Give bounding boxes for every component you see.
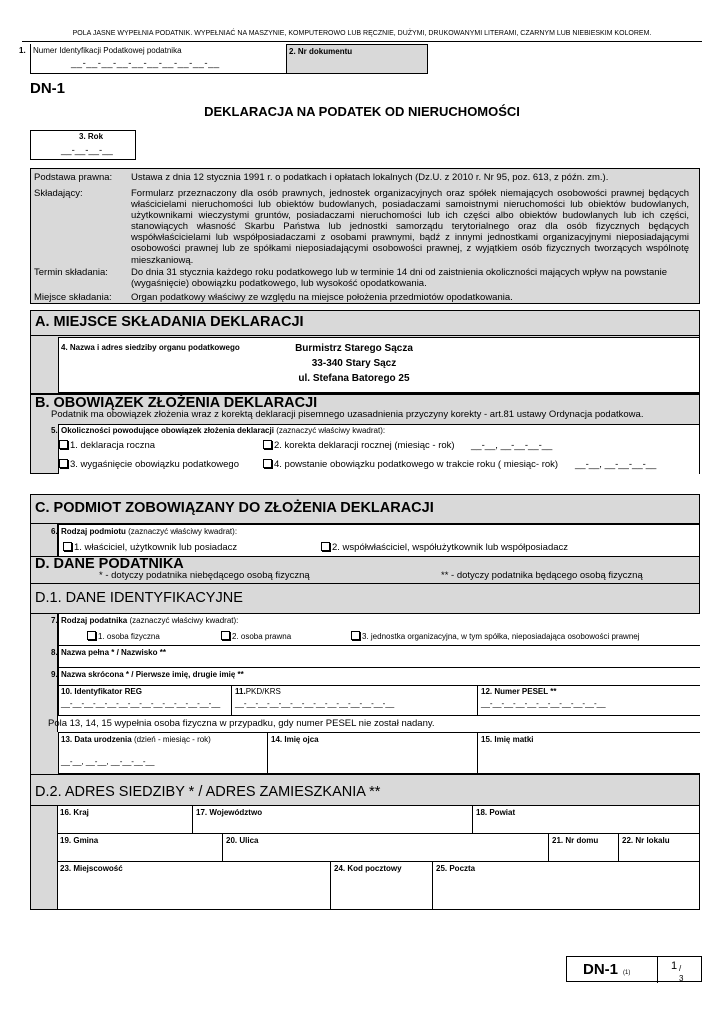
checkbox-icon[interactable] <box>87 631 96 640</box>
info-label-basis: Podstawa prawna: <box>34 172 113 183</box>
organ-name: Burmistrz Starego Sącza <box>295 343 413 354</box>
circumstances-label: Okoliczności powodujące obowiązek złożenia deklaracji (zaznaczyć właściwy kwadrat): <box>61 426 386 435</box>
pkd-mask[interactable]: __-__-__-__-__-__-__-__-__-__-__-__-__-__ <box>235 699 395 708</box>
opt-legal-person[interactable]: 2. osoba prawna <box>221 631 291 641</box>
birth-date-mask[interactable]: __-__, __-__, __-__-__-__ <box>61 757 155 766</box>
checkbox-icon[interactable] <box>321 542 330 551</box>
section-c-title: C. PODMIOT ZOBOWIĄZANY DO ZŁOŻENIA DEKLARACJI <box>35 500 434 516</box>
apartment-number-label[interactable]: 22. Nr lokalu <box>622 836 670 845</box>
section-a-title: A. MIEJSCE SKŁADANIA DEKLARACJI <box>35 314 304 330</box>
short-name-field[interactable] <box>51 668 700 686</box>
divider <box>618 834 619 862</box>
postal-code-label[interactable]: 24. Kod pocztowy <box>334 864 402 873</box>
reg-mask[interactable]: __-__-__-__-__-__-__-__-__-__-__-__-__-__ <box>61 699 221 708</box>
organ-city: 33-340 Stary Sącz <box>311 358 397 369</box>
footer-form-code: DN-1 <box>583 961 619 978</box>
organ-street: ul. Stefana Batorego 25 <box>298 373 410 384</box>
city-label[interactable]: 23. Miejscowość <box>60 864 123 873</box>
section-d2-header <box>30 774 700 806</box>
subject-type-num: 6. <box>51 527 58 536</box>
circumstances-num: 5. <box>51 426 58 435</box>
form-code: DN-1 <box>30 80 66 97</box>
organ-label: 4. Nazwa i adres siedziby organu podatkowego <box>61 343 240 352</box>
info-block <box>30 168 700 304</box>
footer-box <box>566 956 702 982</box>
divider <box>477 733 478 775</box>
pesel-mask[interactable]: __-__-__-__-__-__-__-__-__-__-__ <box>481 699 606 708</box>
checkbox-icon[interactable] <box>221 631 230 640</box>
opt-org-unit[interactable]: 3. jednostka organizacyjna, w tym spółka, nieposiadająca osobowości prawnej <box>351 631 640 641</box>
divider <box>231 686 232 716</box>
checkbox-icon[interactable] <box>263 459 272 468</box>
identifiers-row <box>58 686 700 716</box>
info-text-deadline: Do dnia 31 stycznia każdego roku podatkowego lub w terminie 14 dni od zaistnienia okoliczności mających wpływ na powstanie (wygaśnięcie) obowiązku podatkowego, lub wysokość opodatkowania. <box>131 267 667 290</box>
mother-name-label: 15. Imię matki <box>481 735 534 744</box>
short-name-label: Nazwa skrócona * / Pierwsze imię, drugie imię ** <box>61 670 244 679</box>
reg-label: 10. Identyfikator REG <box>61 687 142 696</box>
birth-date-label: 13. Data urodzenia (dzień - miesiąc - rok) <box>61 735 211 744</box>
section-d-header <box>30 556 700 584</box>
info-label-deadline: Termin składania: <box>34 267 108 278</box>
nip-field[interactable] <box>19 44 294 74</box>
organ-address <box>289 341 419 386</box>
section-d2-title: D.2. ADRES SIEDZIBY * / ADRES ZAMIESZKANIA ** <box>35 784 381 800</box>
top-rule <box>22 41 702 42</box>
subject-type-field <box>51 524 700 556</box>
taxpayer-type-field <box>51 614 700 646</box>
divider <box>330 862 331 910</box>
opt-natural-person[interactable]: 1. osoba fizyczna <box>87 631 160 641</box>
opt-correction[interactable]: 2. korekta deklaracji rocznej (miesiąc - rok) <box>263 440 455 451</box>
info-label-submitter: Składający: <box>34 188 83 199</box>
pkd-label: 11.PKD/KRS <box>235 687 281 696</box>
section-d2-margin <box>30 806 58 910</box>
address-grid <box>58 806 700 910</box>
nip-mask: __-__-__-__-__-__-__-__-__-__ <box>71 58 220 69</box>
section-a-header <box>30 310 700 336</box>
doc-number-label: 2. Nr dokumentu <box>289 47 353 56</box>
footer-version: (1) <box>623 970 631 976</box>
divider <box>657 957 658 983</box>
opt-co-owner[interactable]: 2. współwłaściciel, współużytkownik lub współposiadacz <box>321 542 568 553</box>
info-text-basis: Ustawa z dnia 12 stycznia 1991 r. o podatkach i opłatach lokalnych (Dz.U. z 2010 r. Nr 95, poz. 613, z późn. zm.). <box>131 172 609 183</box>
nip-num: 1. <box>19 46 26 55</box>
full-name-num: 8. <box>51 648 58 657</box>
doc-number-field <box>286 44 428 74</box>
full-name-label: Nazwa pełna * / Nazwisko ** <box>61 648 166 657</box>
opt-owner[interactable]: 1. właściciel, użytkownik lub posiadacz <box>63 542 237 553</box>
divider <box>548 834 549 862</box>
section-d-note1: * - dotyczy podatnika niebędącego osobą fizyczną <box>99 570 310 581</box>
divider <box>58 861 700 862</box>
pesel-note: Pola 13, 14, 15 wypełnia osoba fizyczna w przypadku, gdy numer PESEL nie został nadany. <box>48 718 435 729</box>
section-d-note2: ** - dotyczy podatnika będącego osobą fizyczną <box>441 570 643 581</box>
year-field[interactable] <box>30 130 136 160</box>
section-d1-margin-b <box>30 732 58 774</box>
divider <box>267 733 268 775</box>
section-b-title: B. OBOWIĄZEK ZŁOŻENIA DEKLARACJI <box>35 395 318 411</box>
info-text-place: Organ podatkowy właściwy ze względu na miejsce położenia przedmiotów opodatkowania. <box>131 292 513 303</box>
checkbox-icon[interactable] <box>59 440 68 449</box>
section-d1-header <box>30 584 700 614</box>
nip-label: Numer Identyfikacji Podatkowej podatnika <box>33 46 182 55</box>
country-label[interactable]: 16. Kraj <box>60 808 89 817</box>
divider <box>477 686 478 716</box>
voivodeship-label[interactable]: 17. Województwo <box>196 808 263 817</box>
taxpayer-type-label: Rodzaj podatnika (zaznaczyć właściwy kwadrat): <box>61 616 239 625</box>
page-title: DEKLARACJA NA PODATEK OD NIERUCHOMOŚCI <box>204 104 520 119</box>
year-mask: __-__-__-__ <box>61 145 113 156</box>
section-b-note: Podatnik ma obowiązek złożenia wraz z korektą deklaracji pisemnego uzasadnienia przyczyny korekty - art.81 ustawy Ordynacja podatkowa. <box>51 409 644 420</box>
birth-row <box>58 732 700 774</box>
divider <box>192 806 193 834</box>
full-name-field[interactable] <box>51 646 700 668</box>
checkbox-icon[interactable] <box>63 542 72 551</box>
divider <box>472 806 473 834</box>
section-c-header <box>30 494 700 524</box>
info-label-place: Miejsce składania: <box>34 292 112 303</box>
opt-arise[interactable]: 4. powstanie obowiązku podatkowego w trakcie roku ( miesiąc- rok) <box>263 459 558 470</box>
divider <box>58 833 700 834</box>
correction-date-mask[interactable]: __-__, __-__-__-__ <box>471 440 553 451</box>
divider <box>432 862 433 910</box>
street-label[interactable]: 20. Ulica <box>226 836 259 845</box>
subject-type-label: Rodzaj podmiotu (zaznaczyć właściwy kwadrat): <box>61 527 238 536</box>
checkbox-icon[interactable] <box>263 440 272 449</box>
checkbox-icon[interactable] <box>351 631 360 640</box>
footer-page: 1 <box>671 960 678 972</box>
footer-slash: / <box>679 964 682 973</box>
short-name-num: 9. <box>51 670 58 679</box>
section-d-title: D. DANE PODATNIKA <box>35 556 184 572</box>
taxpayer-type-num: 7. <box>51 616 58 625</box>
district-label[interactable]: 18. Powiat <box>476 808 516 817</box>
checkbox-icon[interactable] <box>59 459 68 468</box>
organ-field <box>58 337 700 393</box>
post-office-label[interactable]: 25. Poczta <box>436 864 476 873</box>
opt-annual[interactable]: 1. deklaracja roczna <box>59 440 155 451</box>
footer-total: 3 <box>679 974 684 983</box>
arise-date-mask[interactable]: __-__, __-__-__-__ <box>575 459 657 470</box>
header-note: POLA JASNE WYPEŁNIA PODATNIK. WYPEŁNIAĆ NA MASZYNIE, KOMPUTEROWO LUB RĘCZNIE, DUŻYMI, DRUKOWANYMI LITERAMI, CZARNYM LUB NIEBIESKIM KOLOREM. <box>72 30 652 37</box>
father-name-label: 14. Imię ojca <box>271 735 319 744</box>
section-d1-title: D.1. DANE IDENTYFIKACYJNE <box>35 590 243 606</box>
info-text-submitter: Formularz przeznaczony dla osób prawnych, jednostek organizacyjnych oraz spółek niemających osobowości prawnej będących właścicielami nieruchomości lub obiektów budowlanych, posiadaczami samoistnymi nieruchomości lub obiektów budowlanych, użytkownikami wieczystymi gruntów, posiadaczami nieruchomości lub ich części albo obiektów budowlanych lub ich części, stanowiących własność Skarbu Państwa lub jednostki samorządu terytorialnego oraz dla osób fizycznych będących współwłaścicielami lub współposiadaczami z osobami prawnymi, bądź z innymi jednostkami organizacyjnymi nieposiadającymi osobowości prawnej lub ze spółkami nieposiadającymi osobowości prawnej, z wyjątkiem osób fizycznych tworzących wspólnotę mieszkaniową. <box>131 188 689 266</box>
year-label: 3. Rok <box>79 132 104 141</box>
circumstances-field <box>51 424 700 474</box>
pesel-label: 12. Numer PESEL ** <box>481 687 557 696</box>
opt-expiry[interactable]: 3. wygaśnięcie obowiązku podatkowego <box>59 459 239 470</box>
divider <box>222 834 223 862</box>
house-number-label[interactable]: 21. Nr domu <box>552 836 599 845</box>
commune-label[interactable]: 19. Gmina <box>60 836 99 845</box>
